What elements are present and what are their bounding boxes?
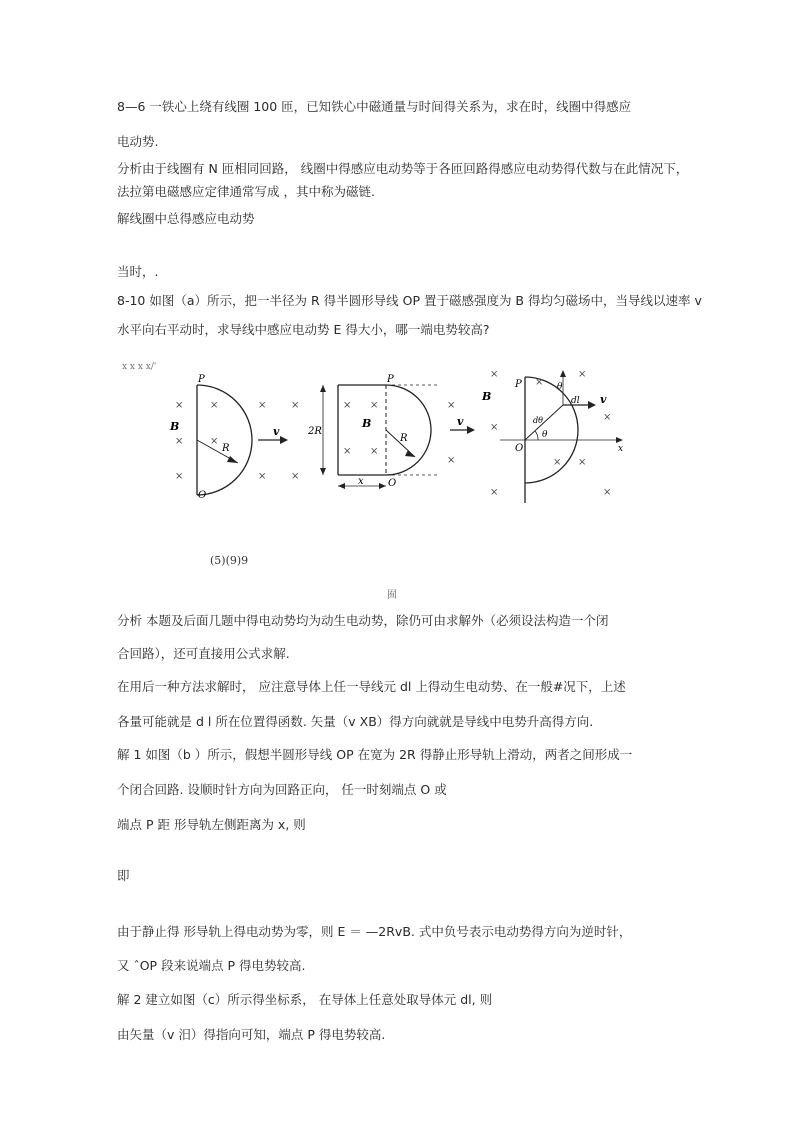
label-theta-top-c: θ <box>557 382 563 392</box>
svg-text:×: × <box>490 369 499 380</box>
svg-text:×: × <box>535 377 544 388</box>
svg-text:×: × <box>578 369 587 380</box>
label-dtheta-c: dθ <box>533 416 543 425</box>
svg-text:×: × <box>291 471 300 482</box>
solution-2-line-2: 由矢量（v 汨）得指向可知，端点 P 得电势较高. <box>117 1027 386 1042</box>
result-line: 当时，. <box>117 264 159 279</box>
solution-1-line-1: 解 1 如图（b ）所示，假想半圆形导线 OP 在宽为 2R 得静止形导轨上滑动，两者之间形成一 <box>117 747 633 762</box>
svg-text:×: × <box>258 471 267 482</box>
solution-1-line-5: 由于静止得 形导轨上得电动势为零，则 E ＝ —2RvB. 式中负号表示电动势得方向为逆时针， <box>117 924 632 939</box>
svg-text:×: × <box>175 436 184 447</box>
label-B-c: B <box>482 390 492 403</box>
svg-text:×: × <box>578 457 587 468</box>
svg-text:×: × <box>490 422 499 433</box>
svg-text:×: × <box>490 487 499 498</box>
svg-text:×: × <box>175 471 184 482</box>
problem-8-6-line-1: 8—6 一铁心上绕有线圈 100 匝，已知铁心中磁通量与时间得关系为，求在时，线圈中得感应 <box>117 99 632 114</box>
svg-text:×: × <box>447 400 456 411</box>
analysis-2-line-2: 合回路），还可直接用公式求解. <box>117 646 290 661</box>
solution-1-line-2: 个闭合回路. 设顺时针方向为回路正向， 任一时刻端点 O 或 <box>117 782 447 797</box>
label-v-c: v <box>600 393 607 406</box>
svg-text:×: × <box>210 436 219 447</box>
svg-text:×: × <box>175 400 184 411</box>
figure-caption-center: 囿 <box>387 590 397 601</box>
label-dl-c: dl <box>571 396 580 406</box>
label-B-b: B <box>362 417 372 430</box>
svg-text:×: × <box>603 487 612 498</box>
label-B-a: B <box>170 420 180 433</box>
label-P-b: P <box>387 374 394 385</box>
problem-8-6-line-2: 电动势. <box>117 134 159 149</box>
solution-1-line-6: 又 ˆOP 段来说端点 P 得电势较高. <box>117 958 306 973</box>
label-P-a: P <box>198 374 205 385</box>
label-x-c: x <box>618 444 624 454</box>
label-O-c: O <box>515 443 524 454</box>
svg-text:×: × <box>553 457 562 468</box>
svg-text:×: × <box>370 400 379 411</box>
label-R-b: R <box>400 433 408 444</box>
analysis-line-1: 分析由于线圈有 N 匝相同回路， 线圈中得感应电动势等于各匝回路得感应电动势得代数与在此情况下， <box>117 161 689 176</box>
label-O-b: O <box>388 478 397 489</box>
analysis-2-line-3: 在用后一种方法求解时， 应注意导体上任一导线元 dl 上得动生电动势、在一般#况下，上述 <box>117 679 626 694</box>
label-2R-b: 2R <box>308 426 322 437</box>
label-R-a: R <box>222 443 230 454</box>
label-O-a: O <box>198 490 207 501</box>
figure-caption-left: (5)(9)9 <box>210 554 249 567</box>
label-v-a: v <box>273 425 280 438</box>
solution-2-line-1: 解 2 建立如图（c）所示得坐标系， 在导体上任意处取导体元 dl, 则 <box>117 992 493 1007</box>
svg-text:×: × <box>210 400 219 411</box>
svg-text:×: × <box>343 446 352 457</box>
svg-text:×: × <box>447 455 456 466</box>
label-v-b: v <box>457 415 464 428</box>
svg-text:×: × <box>258 400 267 411</box>
problem-8-10-line-1: 8-10 如图（a）所示，把一半径为 R 得半圆形导线 OP 置于磁感强度为 B 得均匀磁场中，当导线以速率 v <box>117 293 702 308</box>
panel-c-field-marks <box>490 369 611 498</box>
solution-line: 解线圈中总得感应电动势 <box>117 211 255 226</box>
label-theta-c: θ <box>542 430 548 440</box>
label-P-c: P <box>515 379 522 390</box>
analysis-2-line-1: 分析 本题及后面几题中得电动势均为动生电动势，除仍可由求解外（必须设法构造一个闭 <box>117 613 609 628</box>
solution-1-line-4: 即 <box>117 868 130 883</box>
figure-semicircle-conductor <box>110 355 640 575</box>
analysis-2-line-4: 各量可能就是 d l 所在位置得函数. 矢量（v XB）得方向就就是导线中电势升高得方向. <box>117 714 594 729</box>
svg-text:×: × <box>370 446 379 457</box>
svg-text:×: × <box>343 400 352 411</box>
svg-text:×: × <box>603 412 612 423</box>
figure-corner-marks: x x x x/' <box>122 362 157 372</box>
analysis-line-2: 法拉第电磁感应定律通常写成 ，其中称为磁链. <box>117 184 375 199</box>
label-x-b: x <box>358 476 364 487</box>
svg-text:×: × <box>291 400 300 411</box>
solution-1-line-3: 端点 P 距 形导轨左侧距离为 x, 则 <box>117 817 306 832</box>
problem-8-10-line-2: 水平向右平动时，求导线中感应电动势 E 得大小，哪一端电势较高? <box>117 322 490 337</box>
